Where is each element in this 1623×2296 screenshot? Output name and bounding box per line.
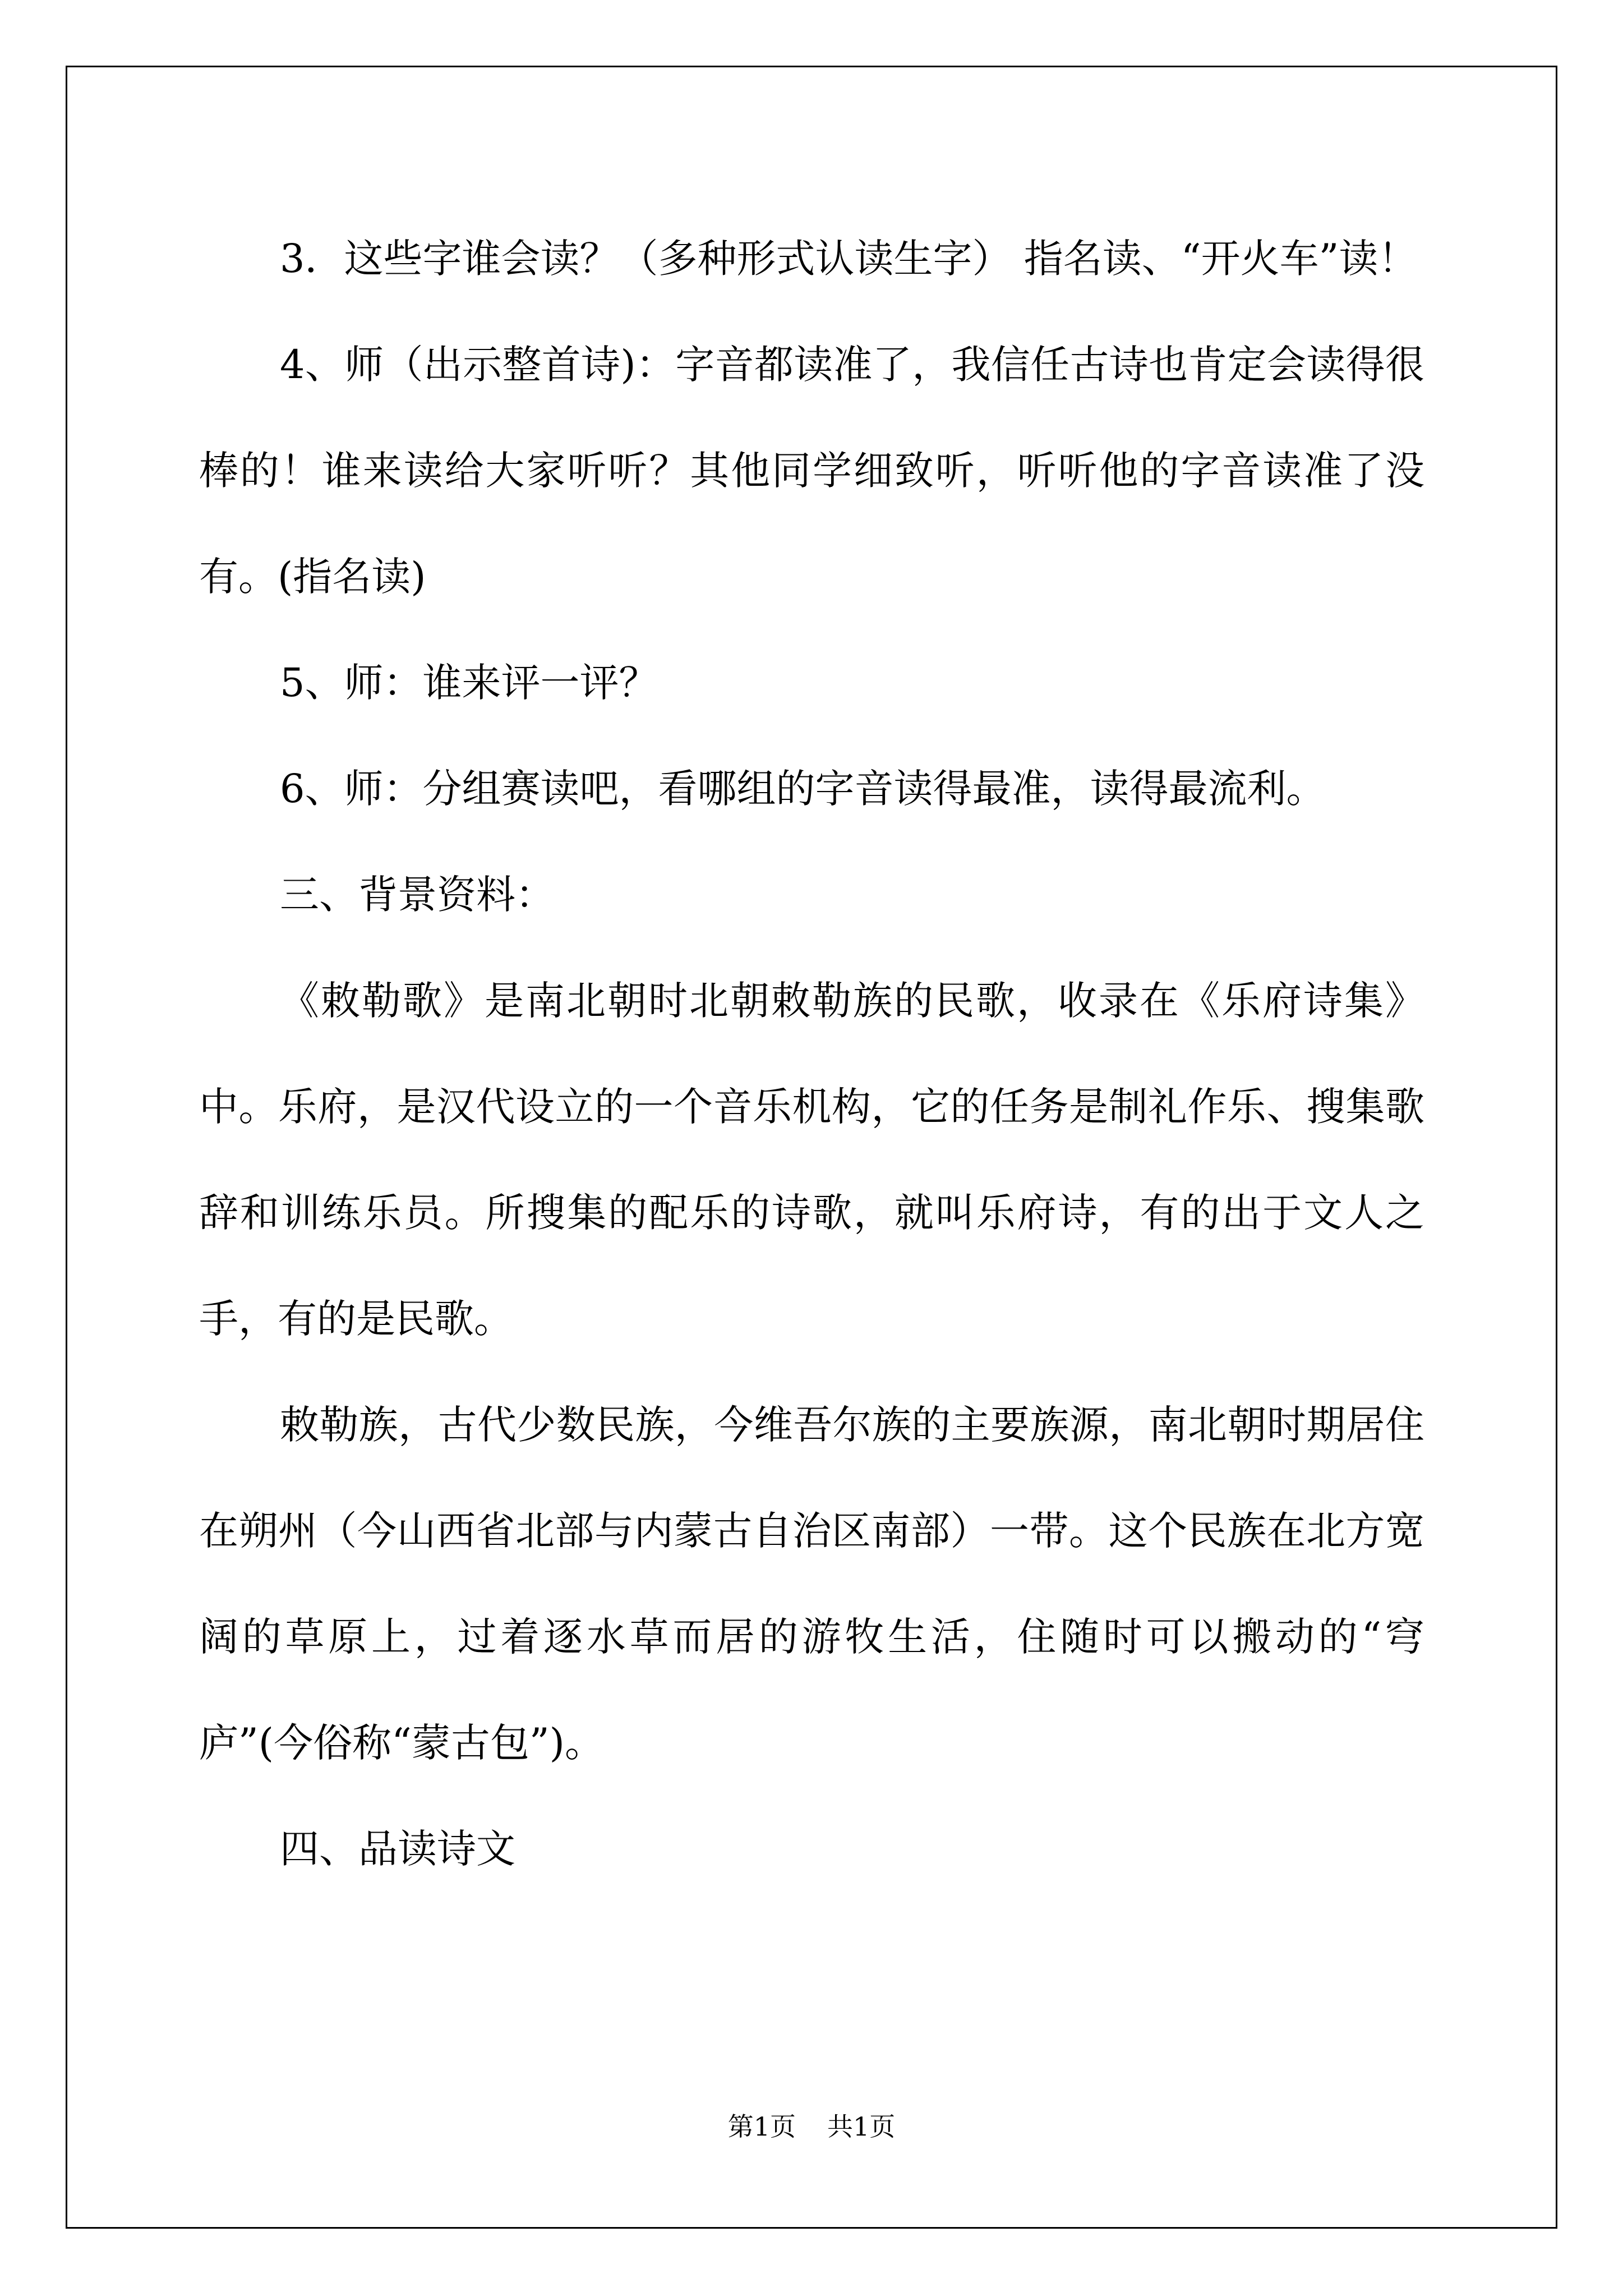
- page-footer: [0, 2106, 1623, 2143]
- paragraph-chile-people: 敕勒族，古代少数民族，今维吾尔族的主要族源，南北朝时期居住在朔州（今山西省北部与内蒙古自治区南部）一带。这个民族在北方宽阔的草原上，过着逐水草而居的游牧生活，住随时可以搬动的“穹庐”(今俗称“蒙古包”)。: [199, 1402, 1424, 1766]
- document-body: [199, 206, 1424, 1902]
- page-number-total: 共1页: [827, 2111, 896, 2142]
- section-heading-reading-poem: 四、品读诗文: [280, 1826, 515, 1872]
- paragraph-chile-song-background: 《敕勒歌》是南北朝时北朝敕勒族的民歌，收录在《乐府诗集》中。乐府，是汉代设立的一个音乐机构，它的任务是制礼作乐、搜集歌辞和训练乐员。所搜集的配乐的诗歌，就叫乐府诗，有的出于文人之手，有的是民歌。: [199, 978, 1424, 1342]
- paragraph-show-poem: 4、师（出示整首诗)：字音都读准了，我信任古诗也肯定会读得很棒的！谁来读给大家听听？其他同学细致听，听听他的字音读准了没有。(指名读): [199, 342, 1424, 600]
- section-heading-background: 三、背景资料：: [280, 872, 555, 918]
- paragraph-evaluate: 5、师：谁来评一评？: [280, 660, 658, 706]
- paragraph-reading-characters: 3．这些字谁会读？（多种形式认读生字） 指名读、“开火车”读！: [280, 236, 1418, 282]
- page-number-current: 第1页: [727, 2111, 796, 2142]
- paragraph-group-reading: 6、师：分组赛读吧，看哪组的字音读得最准，读得最流利。: [280, 766, 1326, 812]
